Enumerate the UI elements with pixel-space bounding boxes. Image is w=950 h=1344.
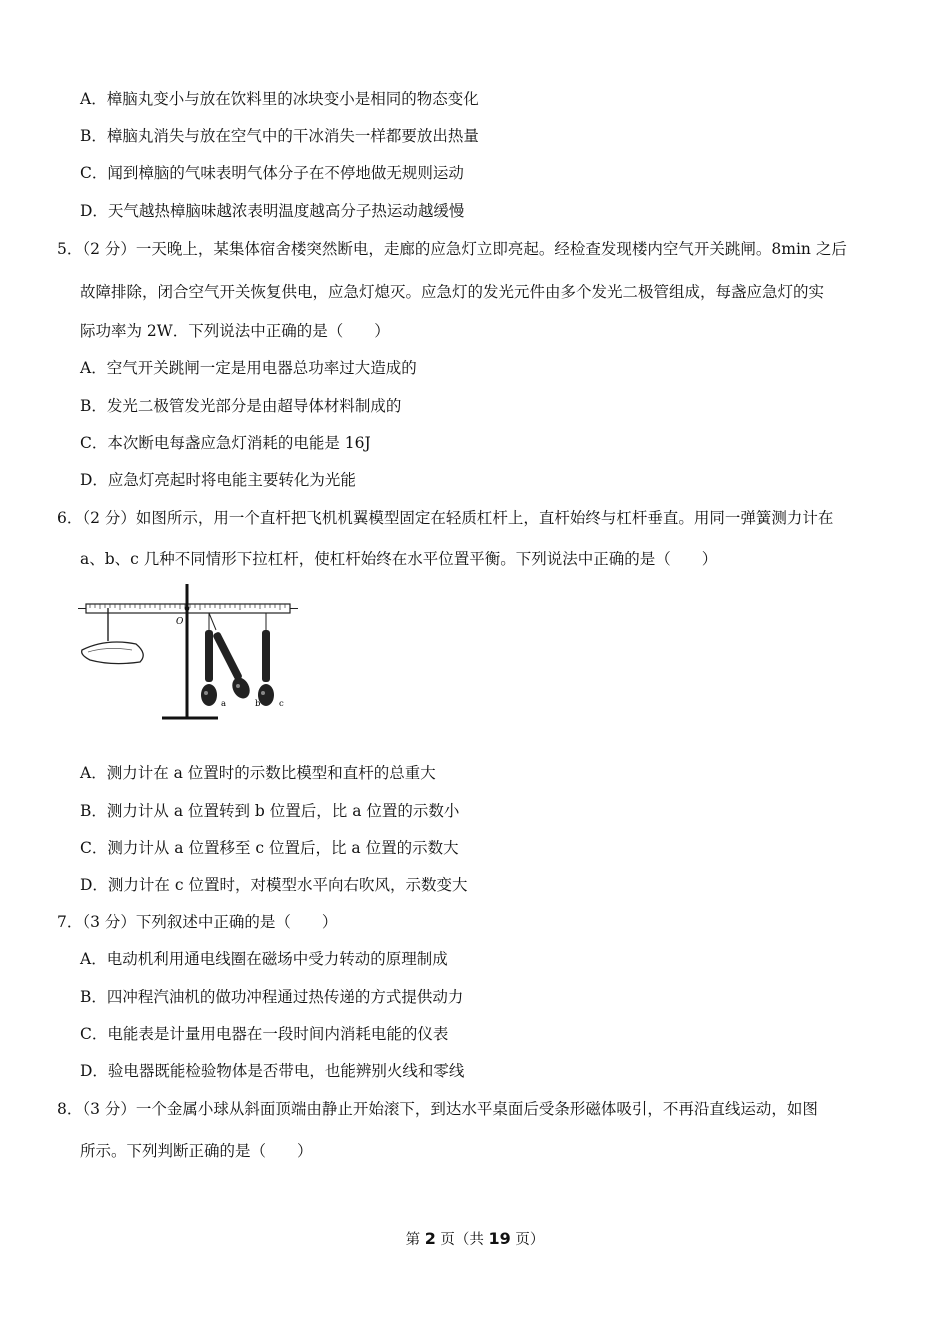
q7-option-b: B．四冲程汽油机的做功冲程通过热传递的方式提供动力 [80,988,464,1006]
q5-option-c: C．本次断电每盏应急灯消耗的电能是 16J [80,434,371,452]
label-a: a [221,699,227,709]
spring-scale-b [209,613,253,701]
page-footer [0,1228,950,1249]
q7-option-a: A．电动机利用通电线圈在磁场中受力转动的原理制成 [80,950,448,968]
q5-stem-line-1: 5．（2 分）一天晚上，某集体宿舍楼突然断电，走廊的应急灯立即亮起。经检查发现楼内空气开关跳闸。8min 之后 [57,240,847,258]
q6-stem-line-2: a、b、c 几种不同情形下拉杠杆，使杠杆始终在水平位置平衡。下列说法中正确的是（ ） [80,550,718,568]
q4-option-b: B．樟脑丸消失与放在空气中的干冰消失一样都要放出热量 [80,127,479,145]
pivot-label: O [176,617,184,627]
q5-option-a: A．空气开关跳闸一定是用电器总功率过大造成的 [80,359,417,377]
q5-option-b: B．发光二极管发光部分是由超导体材料制成的 [80,397,402,415]
spring-scale-c [258,613,274,706]
q6-option-d: D．测力计在 c 位置时，对模型水平向右吹风，示数变大 [80,876,468,894]
footer-page-number: 2 [424,1229,436,1248]
footer-suffix: 页） [510,1232,545,1248]
q4-option-d: D．天气越热樟脑味越浓表明温度越高分子热运动越缓慢 [80,202,465,220]
q8-stem-line-1: 8．（3 分）一个金属小球从斜面顶端由静止开始滚下，到达水平桌面后受条形磁体吸引，不再沿直线运动，如图 [57,1100,818,1118]
q5-stem-line-3: 际功率为 2W．下列说法中正确的是（ ） [80,322,390,340]
label-c: c [279,699,284,709]
q6-stem-line-1: 6．（2 分）如图所示，用一个直杆把飞机机翼模型固定在轻质杠杆上，直杆始终与杠杆垂直。用同一弹簧测力计在 [57,509,834,527]
q6-option-c: C．测力计从 a 位置移至 c 位置后，比 a 位置的示数大 [80,839,459,857]
q6-option-b: B．测力计从 a 位置转到 b 位置后，比 a 位置的示数小 [80,802,460,820]
q7-stem: 7．（3 分）下列叙述中正确的是（ ） [57,913,338,931]
footer-prefix: 第 [405,1232,425,1248]
q5-stem-line-2: 故障排除，闭合空气开关恢复供电，应急灯熄灭。应急灯的发光元件由多个发光二极管组成，每盏应急灯的实 [80,283,825,301]
label-b: b [255,699,261,709]
q4-option-a: A．樟脑丸变小与放在饮料里的冰块变小是相同的物态变化 [80,90,479,108]
footer-middle: 页（共 [435,1232,489,1248]
q6-option-a: A．测力计在 a 位置时的示数比模型和直杆的总重大 [80,764,436,782]
q5-option-d: D．应急灯亮起时将电能主要转化为光能 [80,471,356,489]
lever-figure [78,584,300,724]
q7-option-d: D．验电器既能检验物体是否带电，也能辨别火线和零线 [80,1062,465,1080]
q7-option-c: C．电能表是计量用电器在一段时间内消耗电能的仪表 [80,1025,449,1043]
footer-total-pages: 19 [488,1229,511,1248]
q4-option-c: C．闻到樟脑的气味表明气体分子在不停地做无规则运动 [80,164,464,182]
q8-stem-line-2: 所示。下列判断正确的是（ ） [80,1142,313,1160]
wing-model [82,608,144,664]
